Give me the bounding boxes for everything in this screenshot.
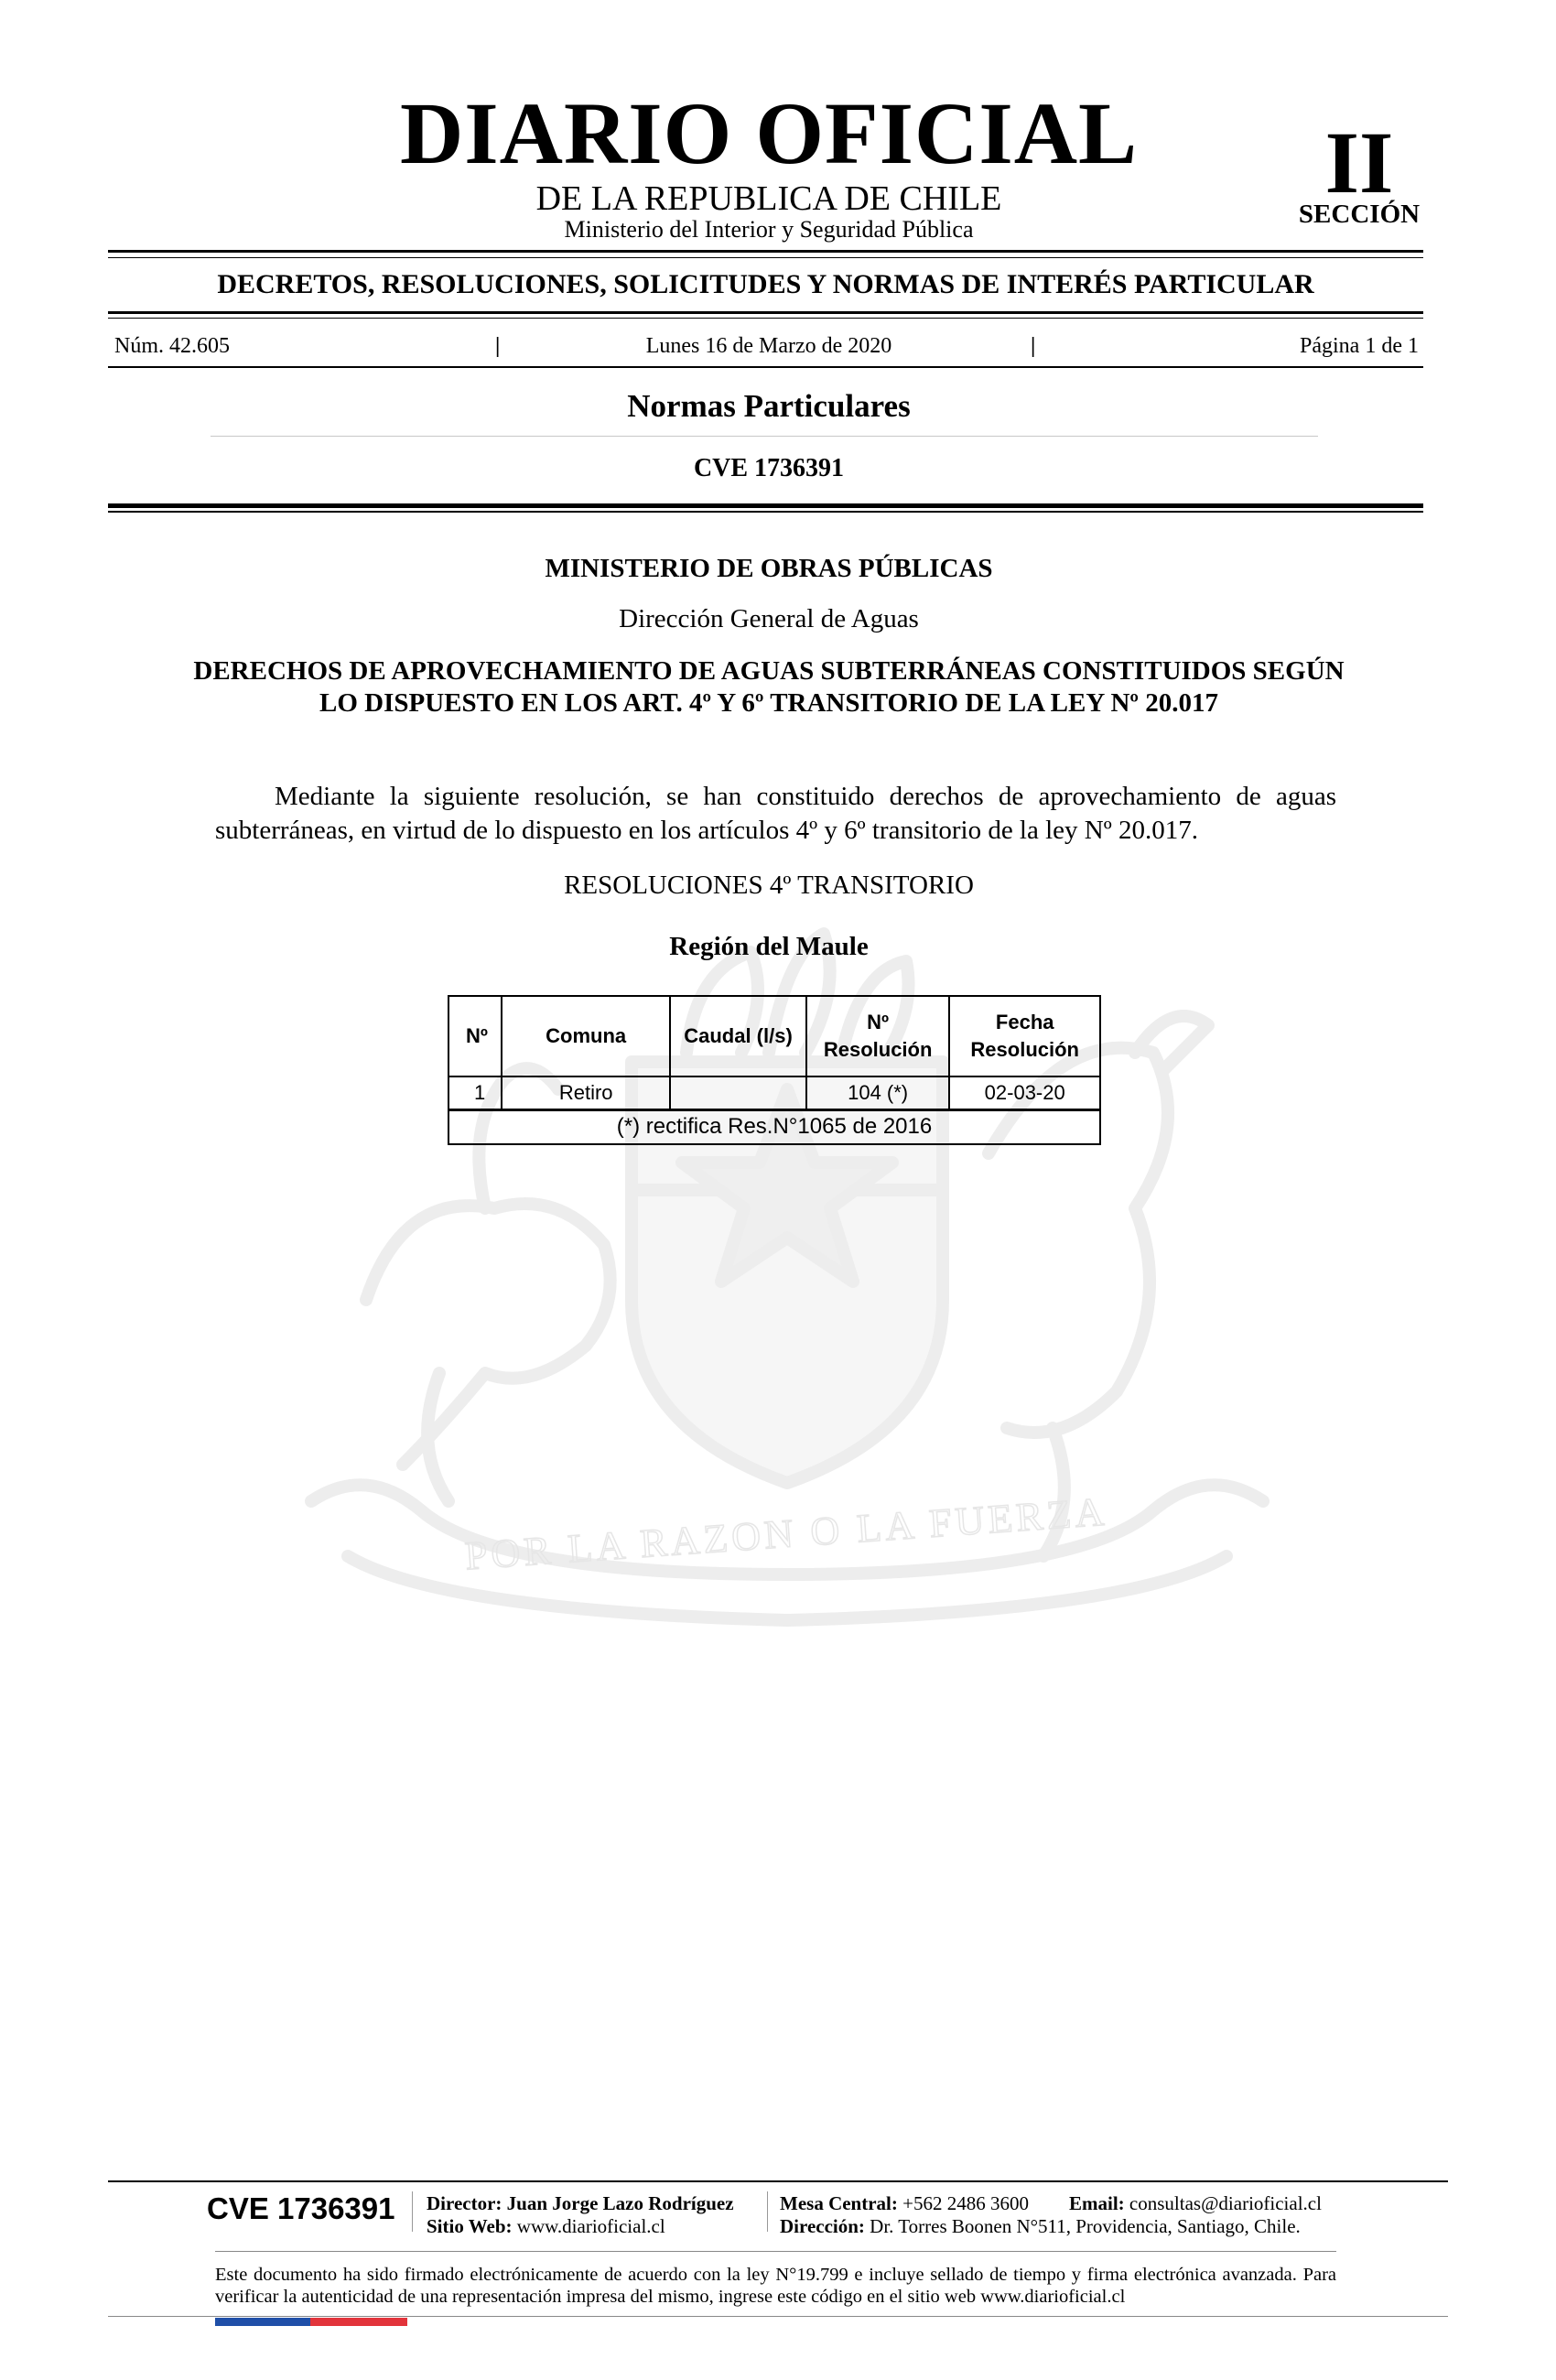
address-label: Dirección:	[780, 2215, 865, 2237]
page-title: Normas Particulares	[627, 388, 911, 424]
issue-number: Núm. 42.605	[114, 334, 230, 358]
section-number: II	[1324, 114, 1394, 211]
column-header-resolution-number: Nº Resolución	[806, 996, 950, 1076]
column-header-resolution-date: Fecha Resolución	[949, 996, 1100, 1076]
section-banner: DECRETOS, RESOLUCIONES, SOLICITUDES Y NORMAS DE INTERÉS PARTICULAR	[217, 269, 1314, 299]
masthead-title: DIARIO OFICIAL	[399, 84, 1139, 182]
info-separator: |	[495, 334, 501, 358]
region-heading: Región del Maule	[669, 932, 869, 961]
footer-phone	[780, 2194, 1029, 2213]
masthead-rule	[108, 250, 1423, 253]
cve-code: CVE 1736391	[693, 454, 845, 482]
info-separator: |	[1031, 334, 1036, 358]
footer-director	[427, 2194, 734, 2213]
document-title: DERECHOS DE APROVECHAMIENTO DE AGUAS SUBTERRÁNEAS CONSTITUIDOS SEGÚN LO DISPUESTO EN LOS ART. 4º Y 6º TRANSITORIO DE LA LEY Nº 20.017	[193, 656, 1345, 718]
watermark-motto: POR LA RAZON O LA FUERZA	[463, 1488, 1109, 1579]
phone-label: Mesa Central:	[780, 2192, 898, 2214]
email-link[interactable]: consultas@diarioficial.cl	[1129, 2192, 1322, 2214]
heading-underline	[211, 436, 1318, 437]
footer-rule-mid	[215, 2251, 1336, 2252]
footer-rule-bottom	[108, 2316, 1448, 2317]
email-label: Email:	[1069, 2192, 1125, 2214]
footer-rule	[108, 2180, 1448, 2182]
director-name: Juan Jorge Lazo Rodríguez	[506, 2192, 734, 2214]
issue-date: Lunes 16 de Marzo de 2020	[645, 334, 892, 358]
banner-rule	[108, 311, 1423, 314]
cell-resolution-number: 104 (*)	[806, 1076, 950, 1109]
resolutions-heading: RESOLUCIONES 4º TRANSITORIO	[564, 871, 974, 900]
footer-website	[427, 2217, 665, 2236]
flag-stripe-blue	[215, 2318, 310, 2326]
body-paragraph: Mediante la siguiente resolución, se han constituido derechos de aprovechamiento de aguas subterráneas, en virtud de lo dispuesto en los artículos 4º y 6º transitorio de la ley Nº 20.017.	[215, 782, 1336, 845]
website-link[interactable]: www.diarioficial.cl	[516, 2215, 665, 2237]
heading-rule-thin	[108, 511, 1423, 513]
table-note-row	[448, 1109, 1100, 1144]
footer-address	[780, 2217, 1301, 2236]
column-header-number: Nº	[448, 996, 502, 1076]
website-label: Sitio Web:	[427, 2215, 513, 2237]
masthead-ministry: Ministerio del Interior y Seguridad Pública	[564, 216, 974, 243]
resolutions-table	[448, 995, 1101, 1145]
heading-rule	[108, 503, 1423, 508]
table-note: (*) rectifica Res.N°1065 de 2016	[448, 1109, 1100, 1144]
masthead-subtitle: DE LA REPUBLICA DE CHILE	[535, 179, 1002, 218]
issuing-ministry: MINISTERIO DE OBRAS PÚBLICAS	[545, 554, 993, 583]
cell-number: 1	[448, 1076, 502, 1109]
column-header-caudal: Caudal (l/s)	[670, 996, 806, 1076]
info-rule	[108, 366, 1423, 368]
cell-comuna: Retiro	[502, 1076, 670, 1109]
table-row	[448, 1076, 1100, 1109]
table-header-row	[448, 996, 1100, 1076]
cell-caudal	[670, 1076, 806, 1109]
footer-divider	[412, 2191, 413, 2232]
footer-cve-code: CVE 1736391	[207, 2191, 395, 2225]
address-value: Dr. Torres Boonen N°511, Providencia, Santiago, Chile.	[870, 2215, 1301, 2237]
phone-value: +562 2486 3600	[902, 2192, 1029, 2214]
footer-email	[1069, 2194, 1322, 2213]
footer-divider	[767, 2191, 768, 2232]
issuing-direction: Dirección General de Aguas	[619, 604, 919, 633]
flag-stripe-red	[310, 2318, 407, 2326]
banner-rule-thin	[108, 318, 1423, 319]
column-header-comuna: Comuna	[502, 996, 670, 1076]
footer-disclaimer: Este documento ha sido firmado electrónicamente de acuerdo con la ley N°19.799 e incluye sellado de tiempo y firma electrónica avanzada. Para verificar la autenticidad de una representación impresa del mismo, ingrese este código en el sitio web www.diarioficial.cl	[215, 2265, 1336, 2307]
director-label: Director:	[427, 2192, 502, 2214]
page-indicator: Página 1 de 1	[1300, 334, 1419, 358]
cell-resolution-date: 02-03-20	[949, 1076, 1100, 1109]
section-label: SECCIÓN	[1298, 200, 1421, 229]
masthead-rule-thin	[108, 257, 1423, 258]
